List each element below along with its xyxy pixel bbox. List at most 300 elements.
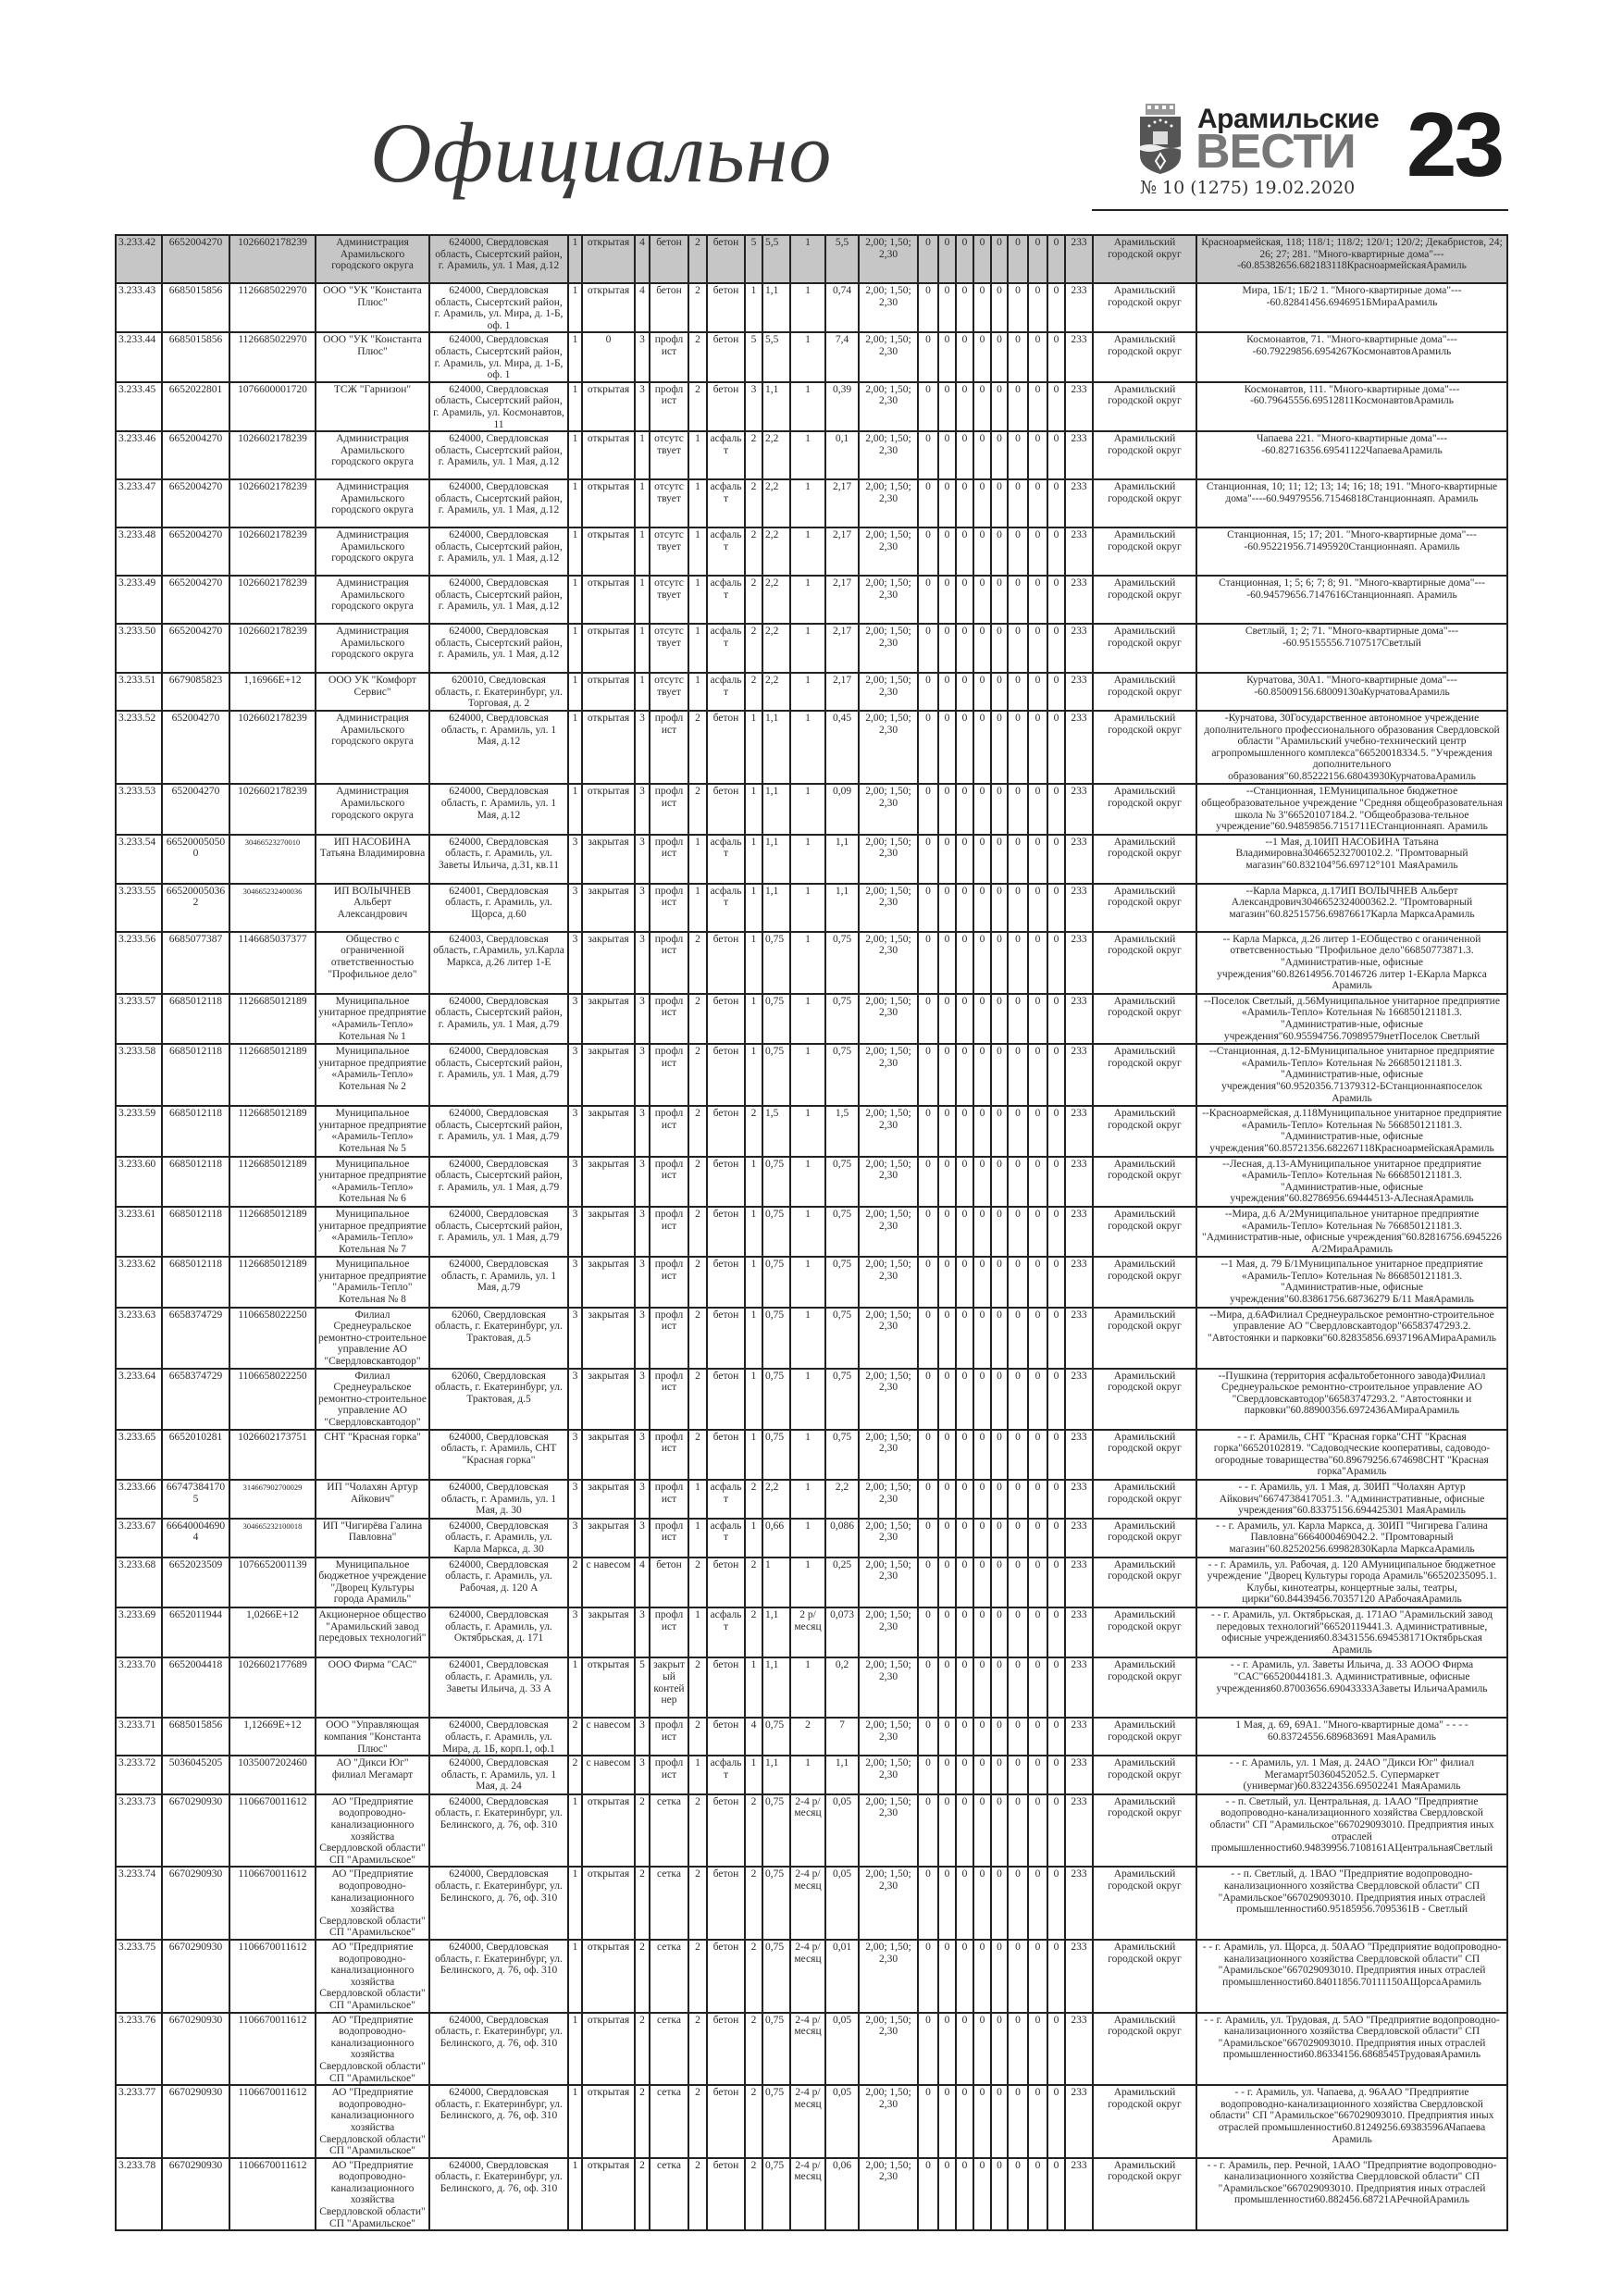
zero-value: 0 (956, 835, 973, 884)
district-name: Арамильский городской округ (1093, 1207, 1196, 1257)
district-name: Арамильский городской округ (1093, 1718, 1196, 1756)
ogrn: 1126685012189 (229, 994, 316, 1044)
zero-value: 0 (918, 1657, 938, 1718)
waste-volume: 0,05 (825, 2085, 859, 2158)
organization-name: ООО Фирма "САС" (316, 1657, 429, 1718)
base-code: 2 (688, 1794, 707, 1868)
site-description: - - г. Арамиль, ул. 1 Мая, д. 24АО "Дикси Юг" филиал Мегамарт50360452052.5. Супермаркет (универмаг)60.83224356.69502241 МаяАрамиль (1196, 1756, 1507, 1794)
inn: 6685012118 (162, 1106, 229, 1156)
waste-volume: 2,17 (825, 576, 859, 624)
zero-value: 0 (1047, 527, 1065, 576)
container-volume: 2,2 (762, 624, 790, 673)
zero-value: 0 (918, 283, 938, 332)
organization-name: Администрация Арамильского городского округа (316, 479, 429, 527)
fence-material: профлист (650, 1430, 688, 1480)
waste-volume: 0,75 (825, 1257, 859, 1307)
zero-value: 0 (973, 1940, 991, 2013)
zero-value: 0 (938, 1157, 956, 1207)
legal-address: 624000, Свердловская область, г. Екатеринбург, ул. Белинского, д. 76, оф. 310 (429, 1794, 568, 1868)
zero-value: 0 (918, 576, 938, 624)
zero-value: 0 (918, 332, 938, 381)
surface-type-code: 1 (568, 673, 582, 711)
zero-value: 0 (1047, 1718, 1065, 1756)
container-count: 5 (745, 235, 762, 283)
zero-value: 0 (991, 884, 1008, 932)
waste-volume: 2,2 (825, 1480, 859, 1519)
row-id: 3.233.46 (116, 431, 162, 479)
container-sizes: 2,00; 1,50; 2,30 (859, 835, 918, 884)
fence-code: 3 (635, 884, 650, 932)
zero-value: 0 (1028, 1867, 1047, 1940)
district-name: Арамильский городской округ (1093, 1480, 1196, 1519)
zero-value: 0 (1028, 673, 1047, 711)
legal-address: 624001, Свердловская область, г. Арамиль, ул. Щорса, д.60 (429, 884, 568, 932)
zero-value: 0 (1008, 1044, 1028, 1106)
fence-code: 5 (635, 1657, 650, 1718)
district-code: 233 (1065, 1044, 1093, 1106)
zero-value: 0 (973, 235, 991, 283)
row-id: 3.233.49 (116, 576, 162, 624)
zero-value: 0 (1008, 784, 1028, 834)
pickup-frequency: 2-4 р/месяц (790, 2085, 825, 2158)
zero-value: 0 (973, 673, 991, 711)
zero-value: 0 (938, 932, 956, 994)
district-code: 233 (1065, 994, 1093, 1044)
district-code: 233 (1065, 1756, 1093, 1794)
zero-value: 0 (1028, 1718, 1047, 1756)
zero-value: 0 (1008, 932, 1028, 994)
container-sizes: 2,00; 1,50; 2,30 (859, 1308, 918, 1369)
table-row (116, 1430, 1507, 1480)
zero-value: 0 (973, 1867, 991, 1940)
base-material: бетон (707, 1106, 745, 1156)
waste-volume: 2,17 (825, 673, 859, 711)
zero-value: 0 (918, 1756, 938, 1794)
fence-code: 2 (635, 1940, 650, 2013)
district-name: Арамильский городской округ (1093, 835, 1196, 884)
zero-value: 0 (1047, 1257, 1065, 1307)
fence-material: профлист (650, 835, 688, 884)
legal-address: 624000, Свердловская область, г. Екатеринбург, ул. Белинского, д. 76, оф. 310 (429, 2013, 568, 2086)
container-volume: 0,75 (762, 1430, 790, 1480)
pickup-frequency: 1 (790, 332, 825, 381)
legal-address: 624000, Свердловская область, г. Екатеринбург, ул. Белинского, д. 76, оф. 310 (429, 2158, 568, 2231)
container-count: 3 (745, 382, 762, 431)
zero-value: 0 (956, 479, 973, 527)
table-body (116, 235, 1507, 2230)
organization-name: АО "Предприятие водопроводно-канализационного хозяйства Свердловской области" СП "Арамильское" (316, 1867, 429, 1940)
zero-value: 0 (938, 835, 956, 884)
pickup-frequency: 1 (790, 1308, 825, 1369)
organization-name: АО "Дикси Юг" филиал Мегамарт (316, 1756, 429, 1794)
zero-value: 0 (991, 1430, 1008, 1480)
zero-value: 0 (1028, 1519, 1047, 1558)
zero-value: 0 (1047, 1308, 1065, 1369)
container-count: 1 (745, 1756, 762, 1794)
zero-value: 0 (973, 835, 991, 884)
zero-value: 0 (1047, 382, 1065, 431)
legal-address: 624000, Свердловская область, г. Арамиль, ул. Карла Маркса, д. 30 (429, 1519, 568, 1558)
zero-value: 0 (1028, 527, 1047, 576)
district-code: 233 (1065, 1308, 1093, 1369)
zero-value: 0 (1008, 673, 1028, 711)
site-type: открытая (582, 1940, 635, 2013)
zero-value: 0 (938, 235, 956, 283)
inn: 6670290930 (162, 1940, 229, 2013)
pickup-frequency: 1 (790, 1257, 825, 1307)
zero-value: 0 (973, 884, 991, 932)
legal-address: 624000, Свердловская область, Сысертский район, г. Арамиль, ул. 1 Мая, д.12 (429, 576, 568, 624)
brand-name-main: ВЕСТИ (1196, 125, 1356, 179)
fence-material: профлист (650, 382, 688, 431)
waste-volume: 0,25 (825, 1558, 859, 1607)
site-description: Станционная, 1; 5; 6; 7; 8; 91. "Много-квартирные дома"----60.94579656.7147616Станционнаяп. Арамиль (1196, 576, 1507, 624)
legal-address: 624000, Свердловская область, Сысертский район, г. Арамиль, ул. Мира, д. 1-Б, оф. 1 (429, 283, 568, 332)
zero-value: 0 (956, 711, 973, 785)
zero-value: 0 (1028, 479, 1047, 527)
site-description: - - г. Арамиль, СНТ "Красная горка"СНТ "Красная горка"66520102819. "Садоводческие кооперативы, садоводо-огородные товарищества"60.89679256.674698СНТ "Красная горка"Арамиль (1196, 1430, 1507, 1480)
zero-value: 0 (973, 1558, 991, 1607)
ogrn: 1126685012189 (229, 1044, 316, 1106)
base-material: бетон (707, 1867, 745, 1940)
fence-code: 2 (635, 2085, 650, 2158)
inn: 6652004270 (162, 431, 229, 479)
ogrn: 1106670011612 (229, 2013, 316, 2086)
surface-type-code: 3 (568, 932, 582, 994)
table-row (116, 784, 1507, 834)
zero-value: 0 (1047, 2085, 1065, 2158)
waste-volume: 1,1 (825, 1756, 859, 1794)
zero-value: 0 (1008, 479, 1028, 527)
container-count: 2 (745, 2158, 762, 2231)
zero-value: 0 (956, 382, 973, 431)
legal-address: 624001, Свердловская область, г. Арамиль, ул. Заветы Ильича, д. 33 А (429, 1657, 568, 1718)
surface-type-code: 2 (568, 1558, 582, 1607)
site-type: закрытая (582, 1106, 635, 1156)
district-code: 233 (1065, 673, 1093, 711)
site-description: - - г. Арамиль, пер. Речной, 1ААО "Предприятие водопроводно-канализационного хозяйства Свердловской области" СП "Арамильское"667029093010. Предприятия иных отраслей промышленности60.882456.68721АРечнойАрамиль (1196, 2158, 1507, 2231)
surface-type-code: 3 (568, 1308, 582, 1369)
legal-address: 624000, Свердловская область, Сысертский район, г. Арамиль, ул. 1 Мая, д.79 (429, 1044, 568, 1106)
container-count: 2 (745, 1794, 762, 1868)
fence-code: 3 (635, 784, 650, 834)
container-volume: 1,1 (762, 1607, 790, 1657)
site-type: открытая (582, 673, 635, 711)
base-code: 2 (688, 1369, 707, 1430)
waste-volume: 0,09 (825, 784, 859, 834)
fence-material: профлист (650, 1718, 688, 1756)
legal-address: 624000, Свердловская область, Сысертский район, г. Арамиль, ул. Космонавтов, 11 (429, 382, 568, 431)
fence-material: сетка (650, 2158, 688, 2231)
district-code: 233 (1065, 1657, 1093, 1718)
zero-value: 0 (918, 1430, 938, 1480)
fence-material: профлист (650, 1106, 688, 1156)
row-id: 3.233.59 (116, 1106, 162, 1156)
zero-value: 0 (1028, 1756, 1047, 1794)
pickup-frequency: 1 (790, 784, 825, 834)
surface-type-code: 3 (568, 1257, 582, 1307)
base-material: бетон (707, 1940, 745, 2013)
container-sizes: 2,00; 1,50; 2,30 (859, 1607, 918, 1657)
legal-address: 624003, Свердловская область, г.Арамиль, ул.Карла Маркса, д.26 литер 1-Е (429, 932, 568, 994)
surface-type-code: 1 (568, 332, 582, 381)
fence-code: 2 (635, 1794, 650, 1868)
site-description: Красноармейская, 118; 118/1; 118/2; 120/1; 120/2; Декабристов, 24; 26; 27; 281. "Много-квартирные дома"----60.85382656.682183118КрасноармейскаяАрамиль (1196, 235, 1507, 283)
table-row (116, 235, 1507, 283)
zero-value: 0 (1047, 431, 1065, 479)
zero-value: 0 (1028, 332, 1047, 381)
zero-value: 0 (973, 576, 991, 624)
ogrn: 1,16966E+12 (229, 673, 316, 711)
row-id: 3.233.57 (116, 994, 162, 1044)
zero-value: 0 (973, 1369, 991, 1430)
site-description: --Станционная, 1ЕМуниципальное бюджетное общеобразовательное учреждение "Средняя общеобразовательная школа № 3"66520107184.2. "Общеобразова-тельное учреждение"60.94859856.7151711ЕСтанционнаяп. Арамиль (1196, 784, 1507, 834)
zero-value: 0 (1008, 1480, 1028, 1519)
zero-value: 0 (1028, 932, 1047, 994)
surface-type-code: 1 (568, 2085, 582, 2158)
container-count: 2 (745, 479, 762, 527)
organization-name: АО "Предприятие водопроводно-канализационного хозяйства Свердловской области" СП "Арамильское" (316, 1794, 429, 1868)
fence-code: 3 (635, 1519, 650, 1558)
zero-value: 0 (938, 1558, 956, 1607)
legal-address: 624000, Свердловская область, г. Арамиль, ул. 1 Мая, д.12 (429, 784, 568, 834)
fence-material: профлист (650, 1207, 688, 1257)
organization-name: ООО УК "Комфорт Сервис" (316, 673, 429, 711)
site-description: --Поселок Светлый, д.56Муниципальное унитарное предприятие «Арамиль-Тепло» Котельная № 166850121181.3. "Административ-ные, офисные учреждения"60.95594756.70989579нетПоселок Светлый (1196, 994, 1507, 1044)
container-count: 4 (745, 1718, 762, 1756)
waste-volume: 0,74 (825, 283, 859, 332)
zero-value: 0 (991, 1257, 1008, 1307)
zero-value: 0 (1028, 2013, 1047, 2086)
row-id: 3.233.74 (116, 1867, 162, 1940)
pickup-frequency: 1 (790, 1157, 825, 1207)
zero-value: 0 (1047, 884, 1065, 932)
district-name: Арамильский городской округ (1093, 527, 1196, 576)
zero-value: 0 (991, 2085, 1008, 2158)
header-divider (1092, 209, 1508, 211)
container-count: 1 (745, 1657, 762, 1718)
zero-value: 0 (1047, 1044, 1065, 1106)
container-volume: 0,75 (762, 1940, 790, 2013)
site-type: закрытая (582, 1430, 635, 1480)
row-id: 3.233.50 (116, 624, 162, 673)
waste-volume: 5,5 (825, 235, 859, 283)
ogrn: 1026602173751 (229, 1430, 316, 1480)
zero-value: 0 (1028, 1480, 1047, 1519)
surface-type-code: 3 (568, 1044, 582, 1106)
surface-type-code: 1 (568, 2158, 582, 2231)
zero-value: 0 (956, 1157, 973, 1207)
container-count: 2 (745, 1106, 762, 1156)
inn: 6652010281 (162, 1430, 229, 1480)
row-id: 3.233.73 (116, 1794, 162, 1868)
row-id: 3.233.65 (116, 1430, 162, 1480)
zero-value: 0 (1008, 1257, 1028, 1307)
legal-address: 624000, Свердловская область, г. Арамиль, ул. Мира, д. 1Б, корп.1, оф.1 (429, 1718, 568, 1756)
fence-material: профлист (650, 1519, 688, 1558)
row-id: 3.233.52 (116, 711, 162, 785)
zero-value: 0 (973, 1794, 991, 1868)
container-volume: 0,75 (762, 1044, 790, 1106)
waste-volume: 0,75 (825, 932, 859, 994)
zero-value: 0 (1047, 576, 1065, 624)
district-code: 233 (1065, 1480, 1093, 1519)
zero-value: 0 (1028, 1369, 1047, 1430)
zero-value: 0 (1008, 1308, 1028, 1369)
zero-value: 0 (956, 624, 973, 673)
container-volume: 0,75 (762, 1718, 790, 1756)
zero-value: 0 (938, 784, 956, 834)
organization-name: АО "Предприятие водопроводно-канализационного хозяйства Свердловской области" СП "Арамильское" (316, 2158, 429, 2231)
site-type: открытая (582, 1794, 635, 1868)
fence-code: 3 (635, 382, 650, 431)
base-material: бетон (707, 382, 745, 431)
container-volume: 0,75 (762, 1794, 790, 1868)
zero-value: 0 (1047, 624, 1065, 673)
surface-type-code: 1 (568, 1794, 582, 1868)
container-count: 1 (745, 784, 762, 834)
zero-value: 0 (991, 932, 1008, 994)
zero-value: 0 (1047, 1207, 1065, 1257)
base-material: асфальт (707, 624, 745, 673)
base-material: бетон (707, 1308, 745, 1369)
zero-value: 0 (956, 1369, 973, 1430)
zero-value: 0 (1047, 1607, 1065, 1657)
surface-type-code: 1 (568, 1940, 582, 2013)
inn: 6670290930 (162, 2013, 229, 2086)
container-sizes: 2,00; 1,50; 2,30 (859, 1044, 918, 1106)
district-code: 233 (1065, 624, 1093, 673)
container-volume: 0,75 (762, 1257, 790, 1307)
surface-type-code: 3 (568, 1157, 582, 1207)
row-id: 3.233.67 (116, 1519, 162, 1558)
zero-value: 0 (1028, 835, 1047, 884)
zero-value: 0 (938, 994, 956, 1044)
zero-value: 0 (1047, 1657, 1065, 1718)
zero-value: 0 (938, 527, 956, 576)
container-sizes: 2,00; 1,50; 2,30 (859, 932, 918, 994)
zero-value: 0 (1008, 2085, 1028, 2158)
fence-code: 2 (635, 2013, 650, 2086)
waste-volume: 0,05 (825, 1794, 859, 1868)
container-volume: 0,75 (762, 932, 790, 994)
pickup-frequency: 1 (790, 1369, 825, 1430)
fence-material: сетка (650, 2013, 688, 2086)
zero-value: 0 (1028, 1106, 1047, 1156)
zero-value: 0 (956, 1044, 973, 1106)
zero-value: 0 (991, 994, 1008, 1044)
container-sizes: 2,00; 1,50; 2,30 (859, 1207, 918, 1257)
zero-value: 0 (1047, 711, 1065, 785)
inn: 6670290930 (162, 1794, 229, 1868)
fence-code: 3 (635, 994, 650, 1044)
legal-address: 624000, Свердловская область, г. Арамиль, ул. Рабочая, д. 120 А (429, 1558, 568, 1607)
base-material: бетон (707, 1657, 745, 1718)
row-id: 3.233.53 (116, 784, 162, 834)
zero-value: 0 (956, 994, 973, 1044)
surface-type-code: 1 (568, 479, 582, 527)
zero-value: 0 (938, 1867, 956, 1940)
base-material: асфальт (707, 527, 745, 576)
container-volume: 2,2 (762, 479, 790, 527)
district-name: Арамильский городской округ (1093, 382, 1196, 431)
base-code: 2 (688, 1308, 707, 1369)
container-sizes: 2,00; 1,50; 2,30 (859, 1106, 918, 1156)
zero-value: 0 (956, 673, 973, 711)
zero-value: 0 (973, 382, 991, 431)
ogrn: 1,0266E+12 (229, 1607, 316, 1657)
waste-volume: 0,75 (825, 1430, 859, 1480)
row-id: 3.233.58 (116, 1044, 162, 1106)
legal-address: 624000, Свердловская область, г. Екатеринбург, ул. Белинского, д. 76, оф. 310 (429, 1867, 568, 1940)
district-code: 233 (1065, 576, 1093, 624)
container-count: 2 (745, 1607, 762, 1657)
district-code: 233 (1065, 711, 1093, 785)
container-volume: 1 (762, 1558, 790, 1607)
site-type: открытая (582, 479, 635, 527)
zero-value: 0 (938, 576, 956, 624)
site-type: с навесом (582, 1718, 635, 1756)
organization-name: Администрация Арамильского городского округа (316, 235, 429, 283)
zero-value: 0 (1047, 1519, 1065, 1558)
waste-volume: 0,06 (825, 2158, 859, 2231)
organization-name: Администрация Арамильского городского округа (316, 431, 429, 479)
zero-value: 0 (1028, 2158, 1047, 2231)
site-type: с навесом (582, 1756, 635, 1794)
district-code: 233 (1065, 1257, 1093, 1307)
site-description: - - г. Арамиль, ул. Щорса, д. 50ААО "Предприятие водопроводно-канализационного хозяйства Свердловской области" СП "Арамильское"667029093010. Предприятия иных отраслей промышленности60.84011856.70111150АЩорсаАрамиль (1196, 1940, 1507, 2013)
zero-value: 0 (918, 711, 938, 785)
zero-value: 0 (918, 932, 938, 994)
fence-code: 3 (635, 1718, 650, 1756)
zero-value: 0 (991, 527, 1008, 576)
inn: 6685012118 (162, 1207, 229, 1257)
base-code: 2 (688, 1044, 707, 1106)
row-id: 3.233.75 (116, 1940, 162, 2013)
zero-value: 0 (918, 1794, 938, 1868)
inn: 6652011944 (162, 1607, 229, 1657)
container-sizes: 2,00; 1,50; 2,30 (859, 1794, 918, 1868)
site-type: закрытая (582, 835, 635, 884)
zero-value: 0 (1047, 2158, 1065, 2231)
pickup-frequency: 1 (790, 382, 825, 431)
zero-value: 0 (956, 1657, 973, 1718)
zero-value: 0 (918, 1369, 938, 1430)
pickup-frequency: 2 (790, 1718, 825, 1756)
inn: 652004270 (162, 784, 229, 834)
legal-address: 624000, Свердловская область, г. Екатеринбург, ул. Белинского, д. 76, оф. 310 (429, 1940, 568, 2013)
organization-name: ИП ВОЛЫЧНЕВ Альберт Александрович (316, 884, 429, 932)
fence-code: 4 (635, 235, 650, 283)
zero-value: 0 (1008, 1867, 1028, 1940)
fence-material: отсутствует (650, 479, 688, 527)
district-code: 233 (1065, 479, 1093, 527)
container-volume: 1,1 (762, 835, 790, 884)
zero-value: 0 (991, 431, 1008, 479)
zero-value: 0 (973, 2158, 991, 2231)
pickup-frequency: 1 (790, 1657, 825, 1718)
pickup-frequency: 1 (790, 1519, 825, 1558)
district-name: Арамильский городской округ (1093, 994, 1196, 1044)
zero-value: 0 (1028, 994, 1047, 1044)
zero-value: 0 (1008, 1940, 1028, 2013)
container-volume: 0,75 (762, 2085, 790, 2158)
zero-value: 0 (1008, 283, 1028, 332)
zero-value: 0 (938, 1756, 956, 1794)
zero-value: 0 (938, 1718, 956, 1756)
ogrn: 1106670011612 (229, 1940, 316, 2013)
surface-type-code: 1 (568, 784, 582, 834)
